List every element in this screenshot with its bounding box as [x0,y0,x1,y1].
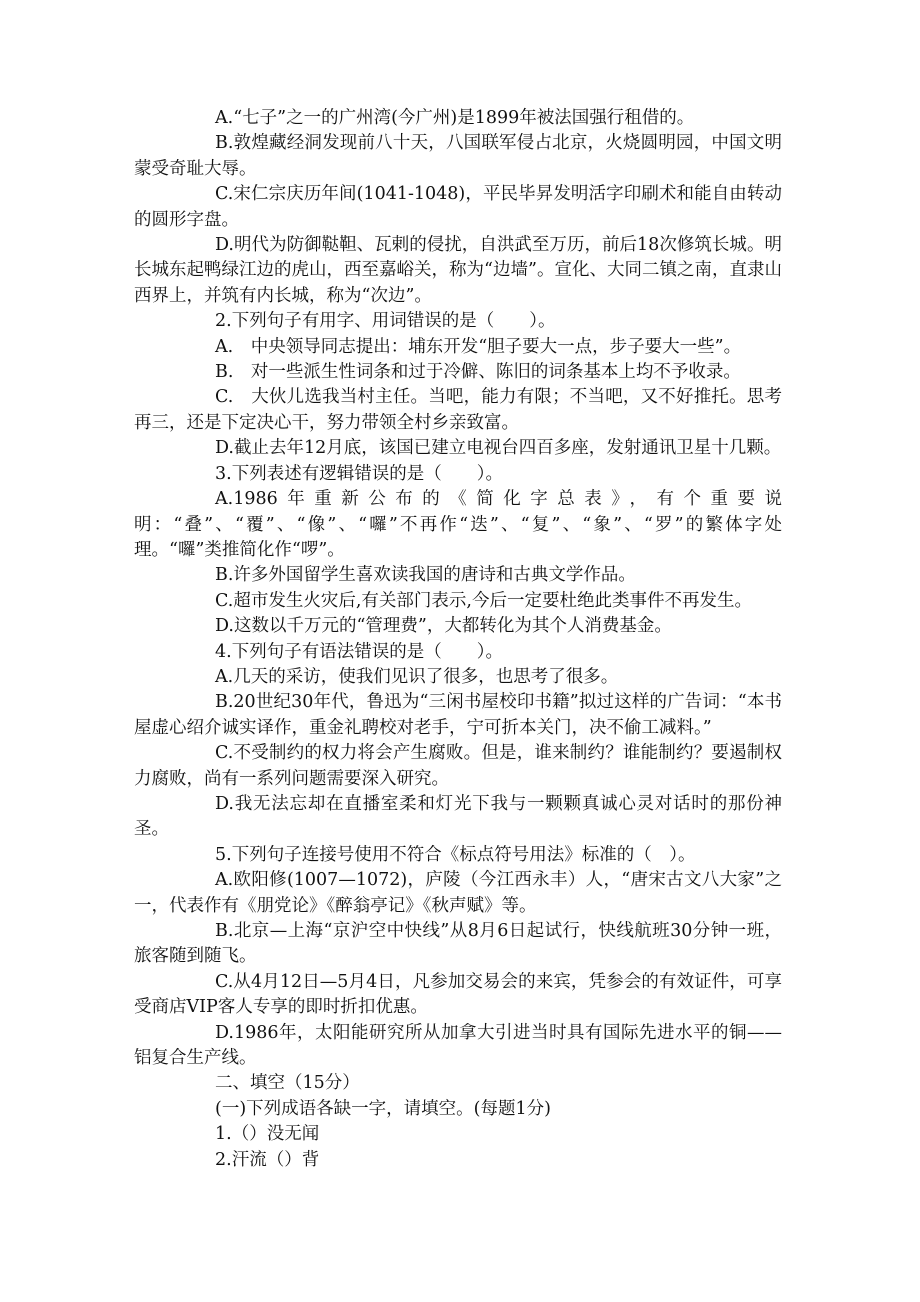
option-line: B.敦煌藏经洞发现前八十天，八国联军侵占北京，火烧圆明园，中国文明蒙受奇耻大辱。 [134,133,782,179]
document-body [134,106,782,1173]
option-line: C.超市发生火灾后,有关部门表示,今后一定要杜绝此类事件不再发生。 [215,590,752,611]
option-line: D.我无法忘却在直播室柔和灯光下我与一颗颗真诚心灵对话时的那份神圣。 [134,793,782,840]
option-line: B. 对一些派生性词条和过于冷僻、陈旧的词条基本上均不予收录。 [215,362,741,383]
option-line: D.明代为防御鞑靼、瓦剌的侵扰，自洪武至万历，前后18次修筑长城。明长城东起鸭绿江边的虎山，西至嘉峪关，称为“边墙”。宣化、大同二镇之南，直隶山西界上，并筑有内长城，称为“次边”。 [134,235,782,306]
question-line: 3.下列表述有逻辑错误的是（ ）。 [215,463,503,484]
option-line: A.欧阳修(1007—1072)，庐陵（今江西永丰）人，“唐宋古文八大家”之一，代表作有《朋党论》《醉翁亭记》《秋声赋》等。 [134,870,782,916]
option-line: B.许多外国留学生喜欢读我国的唐诗和古典文学作品。 [215,565,636,586]
option-line: D.这数以千万元的“管理费”，大都转化为其个人消费基金。 [215,616,672,637]
section-heading: 二、填空（15分） [215,1073,360,1094]
option-line: A.“七子”之一的广州湾(今广州)是1899年被法国强行租借的。 [215,108,695,128]
option-line: D.1986年，太阳能研究所从加拿大引进当时具有国际先进水平的铜——铝复合生产线。 [134,1022,782,1069]
option-line: A.1986年重新公布的《简化字总表》，有个重要说明：“叠”、“覆”、“像”、“囉”不再作“迭”、“复”、“象”、“罗”的繁体字处理。“囉”类推简化作“啰”。 [134,489,782,560]
option-line: C.从4月12日—5月4日，凡参加交易会的来宾，凭参会的有效证件，可享受商店VIP客人专享的即时折扣优惠。 [134,971,782,1018]
subsection-heading: (一)下列成语各缺一字，请填空。(每题1分) [215,1098,551,1119]
fill-blank-item: 2.汗流（）背 [215,1149,320,1170]
question-line: 2.下列句子有用字、用词错误的是（ ）。 [215,311,556,332]
option-line: A.几天的采访，使我们见识了很多，也思考了很多。 [215,666,619,687]
option-line: B.20世纪30年代，鲁迅为“三闲书屋校印书籍”拟过这样的广告词：“本书屋虚心绍介诚实译作，重金礼聘校对老手，宁可折本关门，决不偷工减料。” [134,692,782,738]
fill-blank-item: 1.（）没无闻 [215,1124,320,1145]
option-line: A. 中央领导同志提出：埔东开发“胆子要大一点，步子要大一些”。 [215,336,742,357]
option-line: B.北京—上海“京沪空中快线”从8月6日起试行，快线航班30分钟一班，旅客随到随飞。 [134,921,782,967]
question-line: 5.下列句子连接号使用不符合《标点符号用法》标准的（ ）。 [215,844,696,865]
option-line: D.截止去年12月底，该国已建立电视台四百多座，发射通讯卫星十几颗。 [215,438,782,459]
option-line: C.宋仁宗庆历年间(1041-1048)，平民毕昇发明活字印刷术和能自由转动的圆形字盘。 [134,184,782,230]
option-line: C. 大伙儿选我当村主任。当吧，能力有限；不当吧，又不好推托。思考再三，还是下定决心干，努力带领全村乡亲致富。 [134,387,782,433]
question-line: 4.下列句子有语法错误的是（ ）。 [215,641,503,662]
option-line: C.不受制约的权力将会产生腐败。但是，谁来制约？谁能制约？要遏制权力腐败，尚有一系列问题需要深入研究。 [134,743,782,789]
